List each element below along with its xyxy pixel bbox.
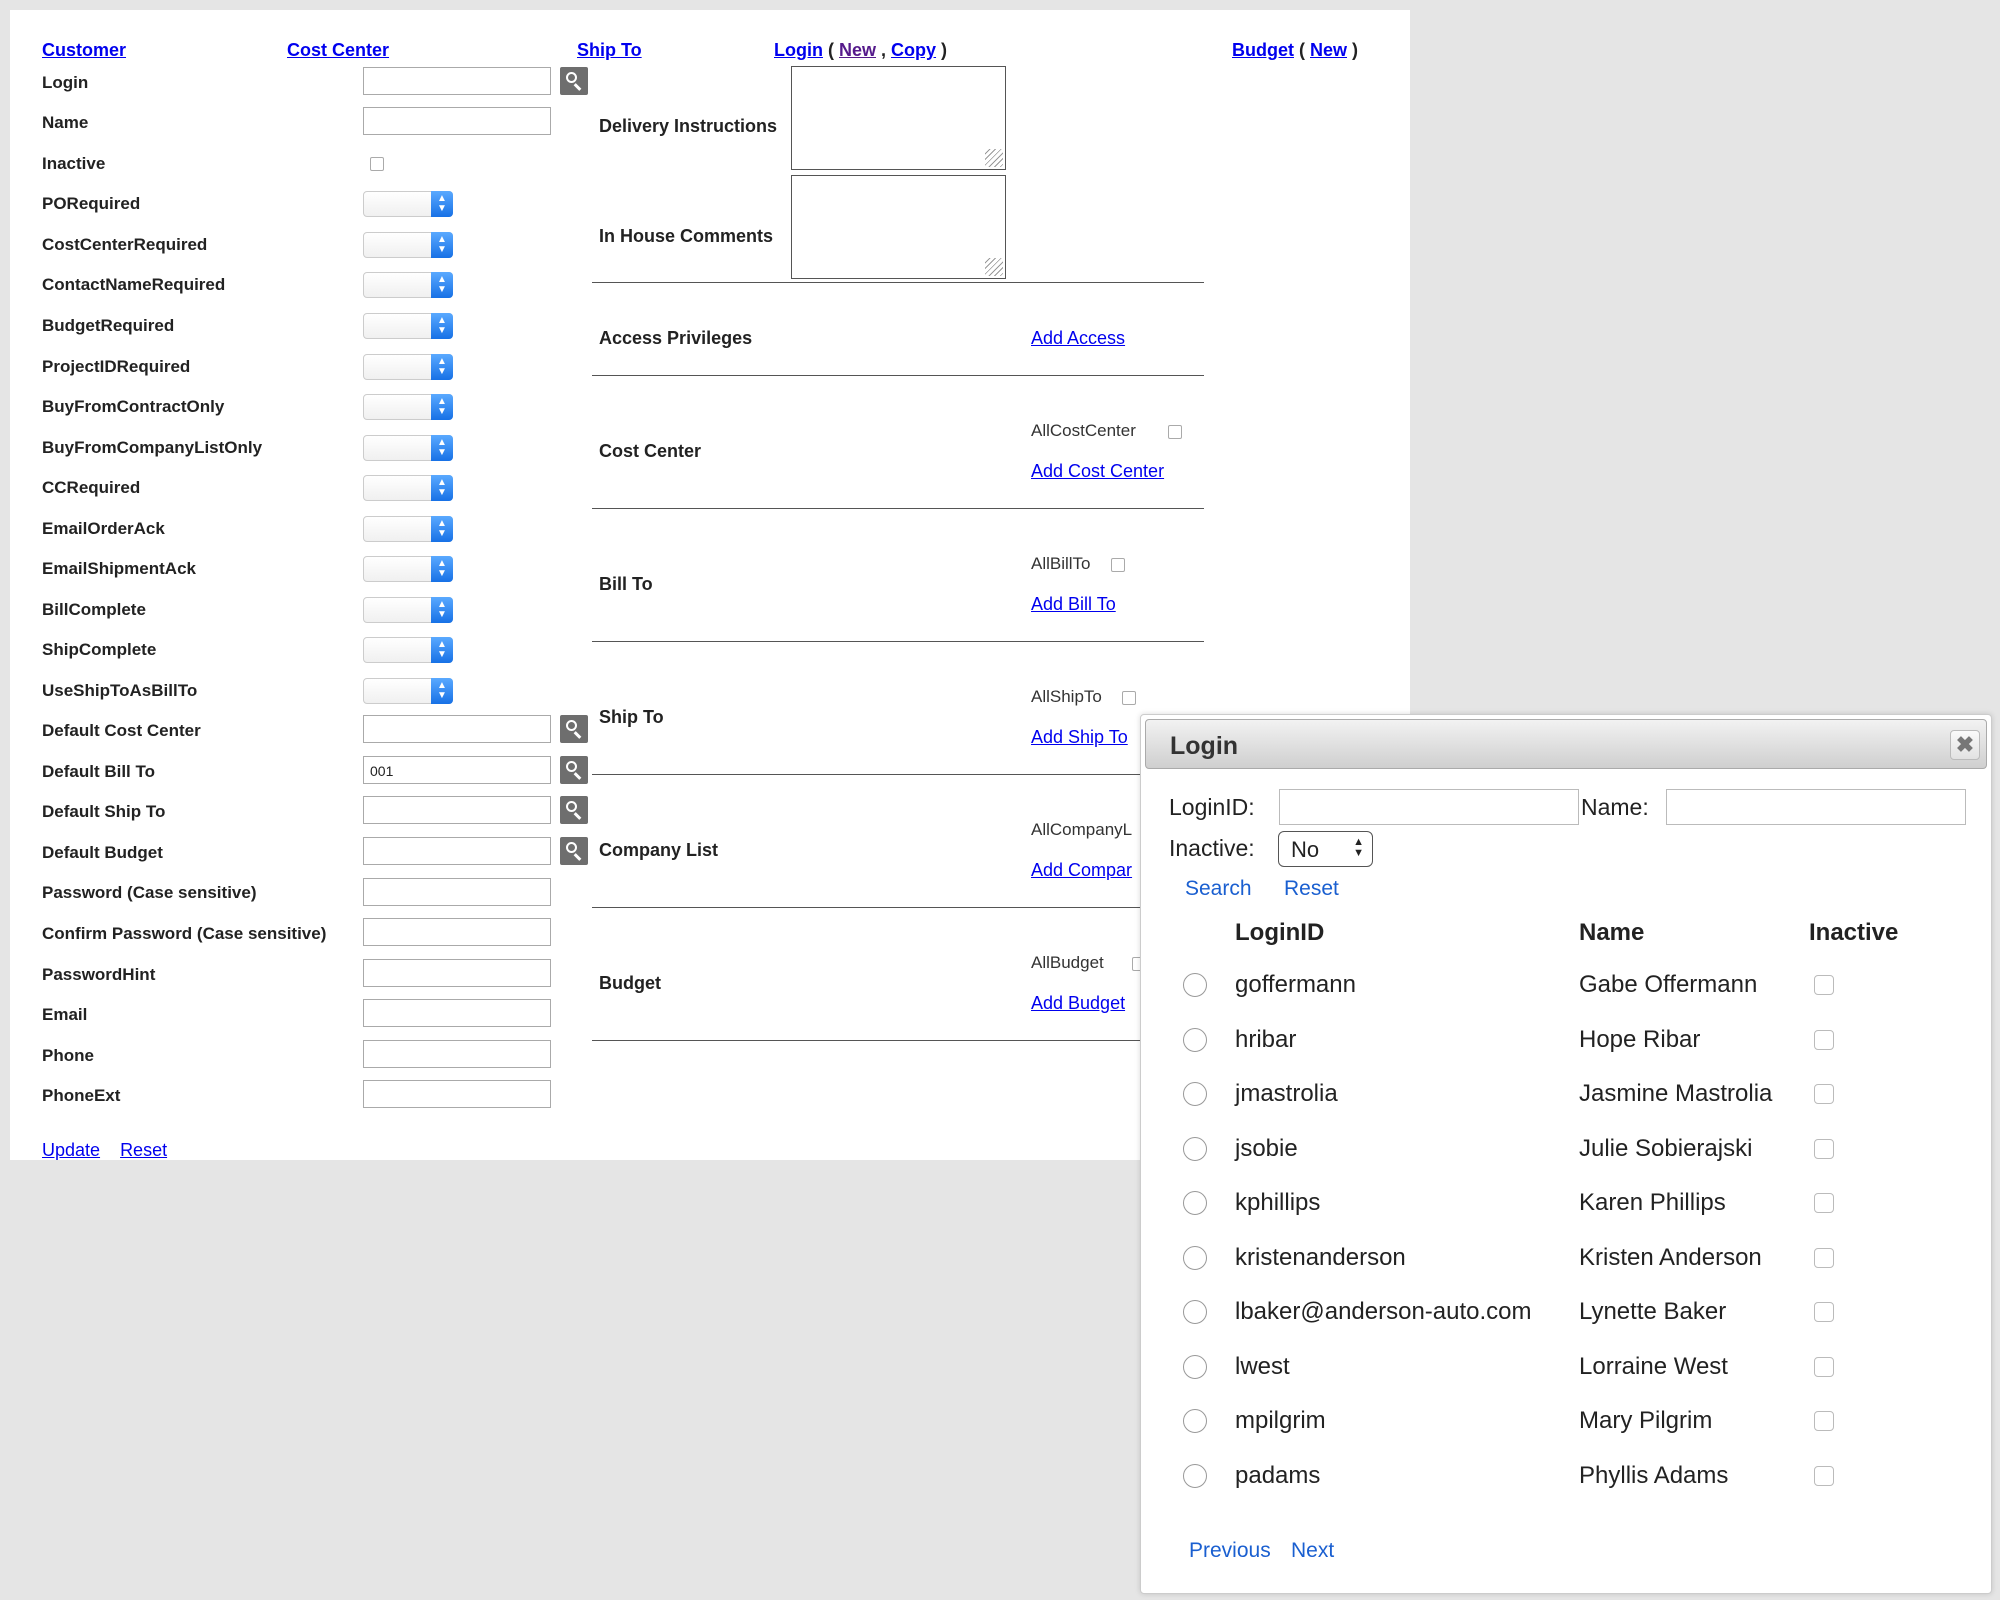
row-radio[interactable] xyxy=(1183,1137,1207,1161)
name-label: Name xyxy=(42,113,89,132)
row-name: Kristen Anderson xyxy=(1579,1244,1762,1271)
cost-center-lookup-search-icon[interactable] xyxy=(560,715,588,743)
project-id-required-label: ProjectIDRequired xyxy=(42,357,191,376)
po-required-select[interactable] xyxy=(363,191,453,217)
divider xyxy=(592,282,1204,283)
in-house-comments-label: In House Comments xyxy=(599,226,774,246)
inactive-checkbox[interactable] xyxy=(370,157,384,171)
row-name: Mary Pilgrim xyxy=(1579,1407,1713,1434)
select-arrows-icon: ▲ ▼ xyxy=(431,637,453,663)
row-radio[interactable] xyxy=(1183,1355,1207,1379)
default-budget-input[interactable] xyxy=(363,837,551,865)
budget-section-label: Budget xyxy=(599,973,661,993)
default-cost-center-label: Default Cost Center xyxy=(42,721,201,740)
budget-required-select[interactable] xyxy=(363,313,453,339)
login-header: Login ( New , Copy ) xyxy=(774,40,948,60)
close-icon[interactable]: ✖ xyxy=(1950,730,1980,760)
default-bill-to-label: Default Bill To xyxy=(42,762,156,781)
budget-lookup-search-icon[interactable] xyxy=(560,837,588,865)
select-arrows-icon: ▲ ▼ xyxy=(431,678,453,704)
all-ship-to-checkbox[interactable] xyxy=(1122,691,1136,705)
row-name: Karen Phillips xyxy=(1579,1189,1726,1216)
row-radio[interactable] xyxy=(1183,1191,1207,1215)
row-login-id: lbaker@anderson-auto.com xyxy=(1235,1298,1532,1325)
add-company-list-link[interactable]: Add Compar xyxy=(1031,860,1133,880)
delivery-instructions-label: Delivery Instructions xyxy=(599,116,778,136)
select-arrows-icon: ▲ ▼ xyxy=(431,475,453,501)
budget-link[interactable]: Budget xyxy=(1232,40,1294,60)
add-cost-center-link[interactable]: Add Cost Center xyxy=(1031,461,1165,481)
all-cost-center-label: AllCostCenter xyxy=(1031,421,1136,440)
cost-center-link[interactable]: Cost Center xyxy=(287,40,390,60)
buy-from-company-list-only-select[interactable] xyxy=(363,435,453,461)
login-id-filter-input[interactable] xyxy=(1279,789,1579,825)
divider xyxy=(592,907,1204,908)
bill-complete-label: BillComplete xyxy=(42,600,146,619)
ship-to-section-label: Ship To xyxy=(599,707,664,727)
contact-name-required-label: ContactNameRequired xyxy=(42,275,226,294)
row-inactive-checkbox[interactable] xyxy=(1814,1302,1834,1322)
password-label: Password (Case sensitive) xyxy=(42,883,257,902)
delivery-instructions-textarea[interactable] xyxy=(791,66,1006,170)
phone-ext-label: PhoneExt xyxy=(42,1086,121,1105)
row-login-id: jmastrolia xyxy=(1235,1080,1338,1107)
access-privileges-label: Access Privileges xyxy=(599,328,753,348)
row-login-id: jsobie xyxy=(1235,1135,1298,1162)
ship-to-link[interactable]: Ship To xyxy=(577,40,642,60)
password-hint-label: PasswordHint xyxy=(42,965,156,984)
row-radio[interactable] xyxy=(1183,1464,1207,1488)
all-bill-to-label: AllBillTo xyxy=(1031,554,1091,573)
login-input[interactable] xyxy=(363,67,551,95)
row-name: Phyllis Adams xyxy=(1579,1462,1729,1489)
password-input[interactable] xyxy=(363,878,551,906)
cost-center-section-label: Cost Center xyxy=(599,441,702,461)
select-arrows-icon: ▲ ▼ xyxy=(431,597,453,623)
default-bill-to-input[interactable]: 001 xyxy=(363,756,551,784)
select-arrows-icon: ▲ ▼ xyxy=(431,435,453,461)
row-login-id: padams xyxy=(1235,1462,1321,1489)
bill-to-lookup-search-icon[interactable] xyxy=(560,756,588,784)
select-arrows-icon: ▲ ▼ xyxy=(431,191,453,217)
select-arrows-icon: ▲ ▼ xyxy=(431,516,453,542)
use-ship-to-as-bill-to-select[interactable] xyxy=(363,678,453,704)
row-name: Hope Ribar xyxy=(1579,1026,1701,1053)
email-shipment-ack-label: EmailShipmentAck xyxy=(42,559,196,578)
contact-name-required-select[interactable] xyxy=(363,272,453,298)
phone-ext-input[interactable] xyxy=(363,1080,551,1108)
bill-to-section-label: Bill To xyxy=(599,574,653,594)
previous-page-button[interactable]: Previous xyxy=(1189,1539,1271,1562)
all-bill-to-checkbox[interactable] xyxy=(1111,558,1125,572)
divider xyxy=(592,774,1204,775)
row-login-id: mpilgrim xyxy=(1235,1407,1326,1434)
project-id-required-select[interactable] xyxy=(363,354,453,380)
default-cost-center-input[interactable] xyxy=(363,715,551,743)
next-page-button[interactable]: Next xyxy=(1291,1539,1335,1562)
row-radio[interactable] xyxy=(1183,1246,1207,1270)
row-inactive-checkbox[interactable] xyxy=(1814,1248,1834,1268)
email-shipment-ack-select[interactable] xyxy=(363,556,453,582)
name-filter-label: Name: xyxy=(1581,794,1649,820)
inactive-filter-value: No xyxy=(1291,837,1320,862)
all-ship-to-label: AllShipTo xyxy=(1031,687,1102,706)
row-radio[interactable] xyxy=(1183,973,1207,997)
divider xyxy=(592,641,1204,642)
name-input[interactable] xyxy=(363,107,551,135)
row-inactive-checkbox[interactable] xyxy=(1814,1193,1834,1213)
reset-button[interactable]: Reset xyxy=(1284,877,1339,900)
budget-header: Budget ( New ) xyxy=(1232,40,1359,60)
divider xyxy=(592,1040,1204,1041)
login-new-link[interactable]: New xyxy=(839,40,877,60)
resize-grip-icon xyxy=(985,149,1003,167)
select-arrows-icon: ▲ ▼ xyxy=(431,354,453,380)
ship-to-lookup-search-icon[interactable] xyxy=(560,796,588,824)
all-budget-label: AllBudget xyxy=(1031,953,1104,972)
row-login-id: hribar xyxy=(1235,1026,1297,1053)
select-arrows-icon: ▲ ▼ xyxy=(431,272,453,298)
row-login-id: lwest xyxy=(1235,1353,1290,1380)
row-inactive-checkbox[interactable] xyxy=(1814,1466,1834,1486)
po-required-label: PORequired xyxy=(42,194,141,213)
add-budget-link[interactable]: Add Budget xyxy=(1031,993,1126,1013)
row-login-id: kphillips xyxy=(1235,1189,1321,1216)
inactive-filter-select[interactable] xyxy=(1278,831,1373,867)
login-copy-link[interactable]: Copy xyxy=(891,40,937,60)
budget-new-link[interactable]: New xyxy=(1310,40,1348,60)
row-login-id: kristenanderson xyxy=(1235,1244,1406,1271)
inactive-label: Inactive xyxy=(42,154,106,173)
add-ship-to-link[interactable]: Add Ship To xyxy=(1031,727,1128,747)
bill-complete-select[interactable] xyxy=(363,597,453,623)
login-label: Login xyxy=(42,73,89,92)
row-inactive-checkbox[interactable] xyxy=(1814,1139,1834,1159)
select-arrows-icon: ▲ ▼ xyxy=(431,313,453,339)
select-arrows-icon: ▲ ▼ xyxy=(431,232,453,258)
name-filter-input[interactable] xyxy=(1666,789,1966,825)
row-name: Lynette Baker xyxy=(1579,1298,1727,1325)
all-company-list-label: AllCompanyL xyxy=(1031,820,1133,839)
divider xyxy=(592,508,1204,509)
confirm-password-input[interactable] xyxy=(363,918,551,946)
column-header-login-id: LoginID xyxy=(1235,919,1325,946)
login-lookup-search-icon[interactable] xyxy=(560,67,588,95)
row-radio[interactable] xyxy=(1183,1028,1207,1052)
buy-from-company-list-only-label: BuyFromCompanyListOnly xyxy=(42,438,263,457)
column-header-name: Name xyxy=(1579,919,1645,946)
row-inactive-checkbox[interactable] xyxy=(1814,1084,1834,1104)
row-name: Lorraine West xyxy=(1579,1353,1728,1380)
row-name: Gabe Offermann xyxy=(1579,971,1758,998)
default-budget-label: Default Budget xyxy=(42,843,163,862)
budget-required-label: BudgetRequired xyxy=(42,316,175,335)
email-order-ack-select[interactable] xyxy=(363,516,453,542)
update-link[interactable]: Update xyxy=(42,1140,101,1160)
ship-complete-select[interactable] xyxy=(363,637,453,663)
buy-from-contract-only-select[interactable] xyxy=(363,394,453,420)
dialog-title: Login xyxy=(1170,732,1239,760)
add-access-link[interactable]: Add Access xyxy=(1031,328,1126,348)
login-link[interactable]: Login xyxy=(774,40,823,60)
default-ship-to-label: Default Ship To xyxy=(42,802,166,821)
row-radio[interactable] xyxy=(1183,1409,1207,1433)
inactive-filter-label: Inactive: xyxy=(1169,835,1255,861)
email-input[interactable] xyxy=(363,999,551,1027)
row-inactive-checkbox[interactable] xyxy=(1814,1030,1834,1050)
row-name: Julie Sobierajski xyxy=(1579,1135,1753,1162)
cc-required-select[interactable] xyxy=(363,475,453,501)
use-ship-to-as-bill-to-label: UseShipToAsBillTo xyxy=(42,681,198,700)
select-arrows-icon: ▲ ▼ xyxy=(1353,836,1364,859)
select-arrows-icon: ▲ ▼ xyxy=(431,556,453,582)
search-button[interactable]: Search xyxy=(1185,877,1252,900)
company-list-section-label: Company List xyxy=(599,840,719,860)
email-label: Email xyxy=(42,1005,88,1024)
select-arrows-icon: ▲ ▼ xyxy=(431,394,453,420)
row-name: Jasmine Mastrolia xyxy=(1579,1080,1773,1107)
in-house-comments-textarea[interactable] xyxy=(791,175,1006,279)
cost-center-required-label: CostCenterRequired xyxy=(42,235,208,254)
confirm-password-label: Confirm Password (Case sensitive) xyxy=(42,924,327,943)
customer-link[interactable]: Customer xyxy=(42,40,127,60)
row-login-id: goffermann xyxy=(1235,971,1356,998)
column-header-inactive: Inactive xyxy=(1809,919,1899,946)
cc-required-label: CCRequired xyxy=(42,478,141,497)
password-hint-input[interactable] xyxy=(363,959,551,987)
row-inactive-checkbox[interactable] xyxy=(1814,975,1834,995)
default-ship-to-input[interactable] xyxy=(363,796,551,824)
email-order-ack-label: EmailOrderAck xyxy=(42,519,165,538)
reset-link[interactable]: Reset xyxy=(120,1140,168,1160)
divider xyxy=(592,375,1204,376)
row-radio[interactable] xyxy=(1183,1082,1207,1106)
add-bill-to-link[interactable]: Add Bill To xyxy=(1031,594,1116,614)
cost-center-required-select[interactable] xyxy=(363,232,453,258)
row-radio[interactable] xyxy=(1183,1300,1207,1324)
login-id-filter-label: LoginID: xyxy=(1169,794,1255,820)
row-inactive-checkbox[interactable] xyxy=(1814,1411,1834,1431)
phone-label: Phone xyxy=(42,1046,94,1065)
all-cost-center-checkbox[interactable] xyxy=(1168,425,1182,439)
dialog-titlebar[interactable] xyxy=(1145,719,1987,769)
ship-complete-label: ShipComplete xyxy=(42,640,157,659)
phone-input[interactable] xyxy=(363,1040,551,1068)
login-lookup-dialog xyxy=(1140,714,1992,1594)
row-inactive-checkbox[interactable] xyxy=(1814,1357,1834,1377)
buy-from-contract-only-label: BuyFromContractOnly xyxy=(42,397,225,416)
form-actions xyxy=(42,1140,167,1161)
resize-grip-icon xyxy=(985,258,1003,276)
